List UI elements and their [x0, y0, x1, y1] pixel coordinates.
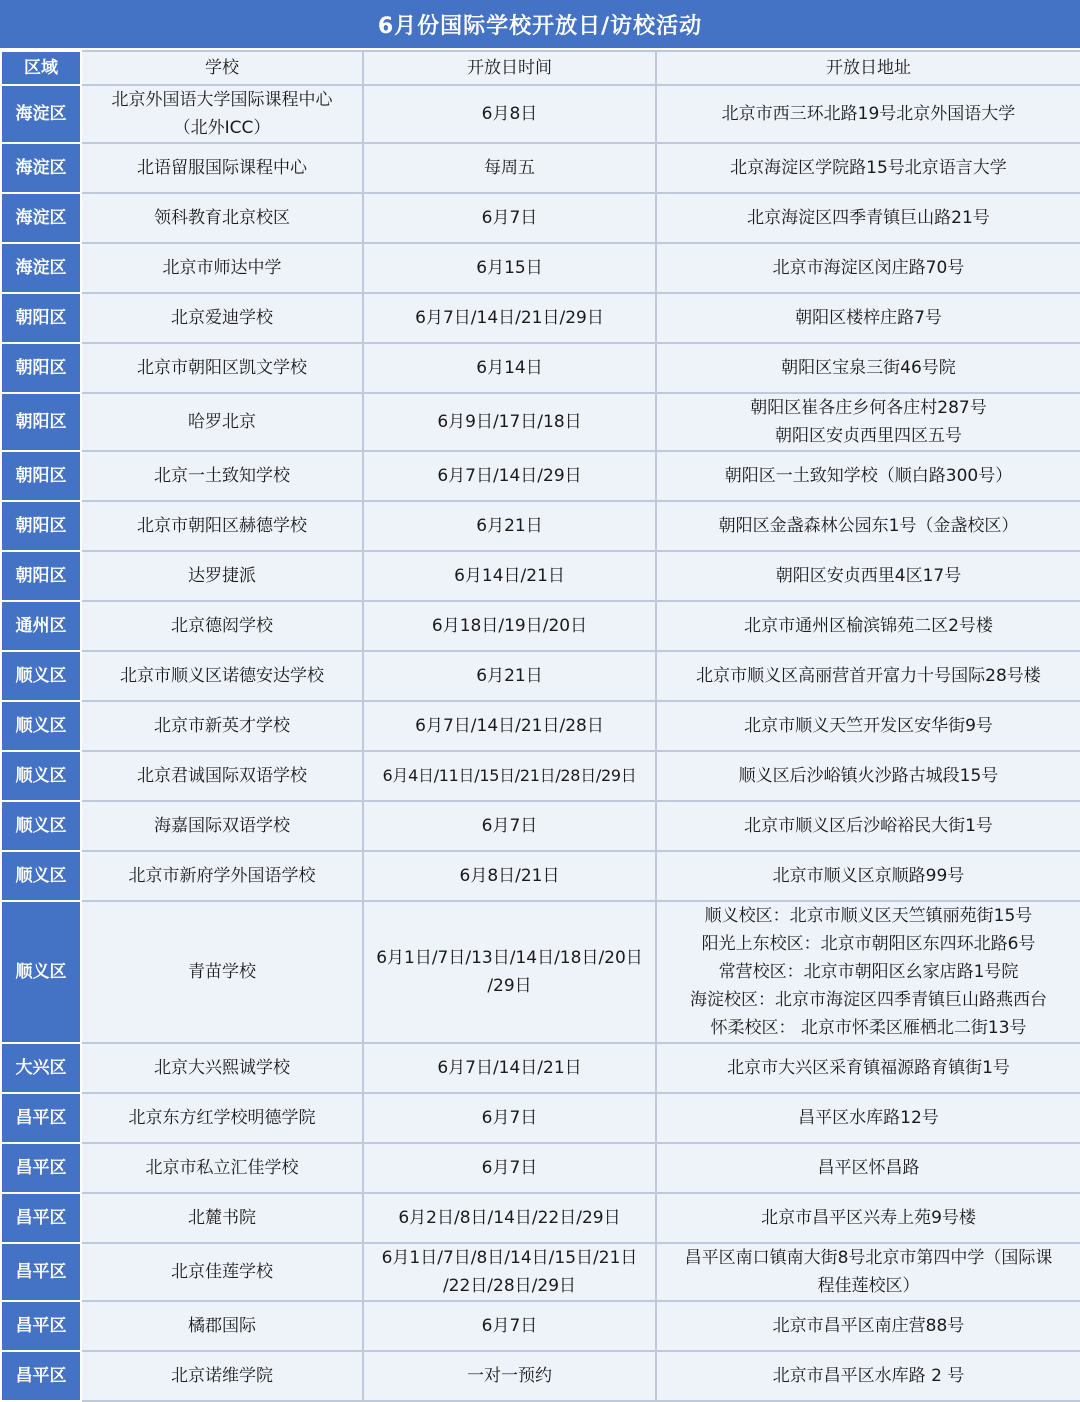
school-cell: 北京市新英才学校: [81, 701, 363, 751]
date-cell: 6月15日: [363, 243, 656, 293]
date-cell: 6月7日/14日/21日/28日: [363, 701, 656, 751]
address-cell: 北京市大兴区采育镇福源路育镇街1号: [656, 1043, 1080, 1093]
date-cell: 6月7日: [363, 1301, 656, 1351]
school-cell: 北京市顺义区诺德安达学校: [81, 651, 363, 701]
school-cell: 北京君诚国际双语学校: [81, 751, 363, 801]
district-cell: 昌平区: [1, 1193, 81, 1243]
district-cell: 大兴区: [1, 1043, 81, 1093]
date-cell: 6月7日: [363, 193, 656, 243]
district-cell: 朝阳区: [1, 393, 81, 451]
table-row: [1, 1143, 1080, 1193]
table-row: [1, 651, 1080, 701]
column-header-date: 开放日时间: [363, 51, 656, 85]
date-cell: 6月1日/7日/8日/14日/15日/21日 /22日/28日/29日: [363, 1243, 656, 1301]
table-row: [1, 801, 1080, 851]
address-cell: 朝阳区安贞西里4区17号: [656, 551, 1080, 601]
address-cell: 朝阳区楼梓庄路7号: [656, 293, 1080, 343]
school-cell: 橘郡国际: [81, 1301, 363, 1351]
date-cell: 6月14日/21日: [363, 551, 656, 601]
school-cell: 北京爱迪学校: [81, 293, 363, 343]
table-row: [1, 851, 1080, 901]
school-cell: 北京诺维学院: [81, 1351, 363, 1401]
address-cell: 朝阳区宝泉三街46号院: [656, 343, 1080, 393]
school-cell: 北京市新府学外国语学校: [81, 851, 363, 901]
district-cell: 朝阳区: [1, 293, 81, 343]
table-row: [1, 143, 1080, 193]
table-row: [1, 901, 1080, 1043]
district-cell: 顺义区: [1, 651, 81, 701]
date-cell: 6月21日: [363, 501, 656, 551]
district-cell: 海淀区: [1, 193, 81, 243]
date-cell: 6月7日: [363, 801, 656, 851]
page-title: 6月份国际学校开放日/访校活动: [0, 0, 1080, 50]
date-cell: 6月2日/8日/14日/22日/29日: [363, 1193, 656, 1243]
open-day-table: [0, 50, 1080, 1402]
address-cell: 北京市顺义区高丽营首开富力十号国际28号楼: [656, 651, 1080, 701]
date-cell: 6月1日/7日/13日/14日/18日/20日 /29日: [363, 901, 656, 1043]
date-cell: 一对一预约: [363, 1351, 656, 1401]
table-row: [1, 1093, 1080, 1143]
date-cell: 6月4日/11日/15日/21日/28日/29日: [363, 751, 656, 801]
district-cell: 昌平区: [1, 1143, 81, 1193]
date-cell: 6月18日/19日/20日: [363, 601, 656, 651]
date-cell: 每周五: [363, 143, 656, 193]
address-cell: 朝阳区崔各庄乡何各庄村287号 朝阳区安贞西里四区五号: [656, 393, 1080, 451]
address-cell: 北京海淀区四季青镇巨山路21号: [656, 193, 1080, 243]
school-cell: 北京市师达中学: [81, 243, 363, 293]
table-row: [1, 451, 1080, 501]
address-cell: 北京市昌平区水库路 2 号: [656, 1351, 1080, 1401]
district-cell: 昌平区: [1, 1093, 81, 1143]
address-cell: 朝阳区一土致知学校（顺白路300号）: [656, 451, 1080, 501]
district-cell: 昌平区: [1, 1243, 81, 1301]
address-cell: 昌平区南口镇南大街8号北京市第四中学（国际课 程佳莲校区）: [656, 1243, 1080, 1301]
table-row: [1, 1043, 1080, 1093]
district-cell: 海淀区: [1, 143, 81, 193]
table-row: [1, 293, 1080, 343]
table-row: [1, 601, 1080, 651]
date-cell: 6月21日: [363, 651, 656, 701]
date-cell: 6月7日/14日/21日: [363, 1043, 656, 1093]
address-cell: 北京市昌平区兴寿上苑9号楼: [656, 1193, 1080, 1243]
district-cell: 昌平区: [1, 1301, 81, 1351]
table-row: [1, 551, 1080, 601]
table-row: [1, 1193, 1080, 1243]
address-cell: 顺义区后沙峪镇火沙路古城段15号: [656, 751, 1080, 801]
school-cell: 达罗捷派: [81, 551, 363, 601]
school-cell: 北京东方红学校明德学院: [81, 1093, 363, 1143]
table-row: [1, 701, 1080, 751]
address-cell: 北京海淀区学院路15号北京语言大学: [656, 143, 1080, 193]
school-cell: 哈罗北京: [81, 393, 363, 451]
table-row: [1, 1301, 1080, 1351]
table-row: [1, 1351, 1080, 1401]
school-cell: 北京市朝阳区赫德学校: [81, 501, 363, 551]
date-cell: 6月14日: [363, 343, 656, 393]
table-row: [1, 1243, 1080, 1301]
district-cell: 顺义区: [1, 751, 81, 801]
district-cell: 朝阳区: [1, 551, 81, 601]
school-cell: 海嘉国际双语学校: [81, 801, 363, 851]
district-cell: 顺义区: [1, 701, 81, 751]
address-cell: 顺义校区：北京市顺义区天竺镇丽苑街15号 阳光上东校区：北京市朝阳区东四环北路6号 常营校区：北京市朝阳区幺家店路1号院 海淀校区：北京市海淀区四季青镇巨山路燕西台 怀柔校区： 北京市怀柔区雁栖北二街13号: [656, 901, 1080, 1043]
address-cell: 昌平区怀昌路: [656, 1143, 1080, 1193]
address-cell: 北京市顺义区后沙峪裕民大街1号: [656, 801, 1080, 851]
school-cell: 北语留服国际课程中心: [81, 143, 363, 193]
school-cell: 北京德闳学校: [81, 601, 363, 651]
address-cell: 北京市海淀区闵庄路70号: [656, 243, 1080, 293]
school-cell: 青苗学校: [81, 901, 363, 1043]
district-cell: 昌平区: [1, 1351, 81, 1401]
date-cell: 6月7日: [363, 1143, 656, 1193]
table-row: [1, 193, 1080, 243]
school-cell: 北京一土致知学校: [81, 451, 363, 501]
address-cell: 北京市顺义天竺开发区安华街9号: [656, 701, 1080, 751]
school-cell: 北京市朝阳区凯文学校: [81, 343, 363, 393]
table-header-row: [1, 51, 1080, 85]
date-cell: 6月8日: [363, 85, 656, 143]
district-cell: 朝阳区: [1, 451, 81, 501]
address-cell: 昌平区水库路12号: [656, 1093, 1080, 1143]
district-cell: 朝阳区: [1, 501, 81, 551]
date-cell: 6月7日: [363, 1093, 656, 1143]
table-row: [1, 243, 1080, 293]
district-cell: 海淀区: [1, 85, 81, 143]
district-cell: 顺义区: [1, 851, 81, 901]
table-row: [1, 751, 1080, 801]
school-cell: 北京大兴熙诚学校: [81, 1043, 363, 1093]
table-row: [1, 501, 1080, 551]
column-header-address: 开放日地址: [656, 51, 1080, 85]
column-header-district: 区域: [1, 51, 81, 85]
district-cell: 顺义区: [1, 901, 81, 1043]
table-row: [1, 343, 1080, 393]
district-cell: 通州区: [1, 601, 81, 651]
address-cell: 北京市通州区榆滨锦苑二区2号楼: [656, 601, 1080, 651]
school-cell: 北京外国语大学国际课程中心 （北外ICC）: [81, 85, 363, 143]
school-cell: 领科教育北京校区: [81, 193, 363, 243]
date-cell: 6月8日/21日: [363, 851, 656, 901]
date-cell: 6月7日/14日/29日: [363, 451, 656, 501]
table-row: [1, 393, 1080, 451]
district-cell: 海淀区: [1, 243, 81, 293]
column-header-school: 学校: [81, 51, 363, 85]
table-row: [1, 85, 1080, 143]
date-cell: 6月9日/17日/18日: [363, 393, 656, 451]
school-cell: 北京市私立汇佳学校: [81, 1143, 363, 1193]
address-cell: 北京市西三环北路19号北京外国语大学: [656, 85, 1080, 143]
date-cell: 6月7日/14日/21日/29日: [363, 293, 656, 343]
district-cell: 顺义区: [1, 801, 81, 851]
address-cell: 北京市昌平区南庄营88号: [656, 1301, 1080, 1351]
address-cell: 北京市顺义区京顺路99号: [656, 851, 1080, 901]
district-cell: 朝阳区: [1, 343, 81, 393]
address-cell: 朝阳区金盏森林公园东1号（金盏校区）: [656, 501, 1080, 551]
school-cell: 北京佳莲学校: [81, 1243, 363, 1301]
school-cell: 北麓书院: [81, 1193, 363, 1243]
